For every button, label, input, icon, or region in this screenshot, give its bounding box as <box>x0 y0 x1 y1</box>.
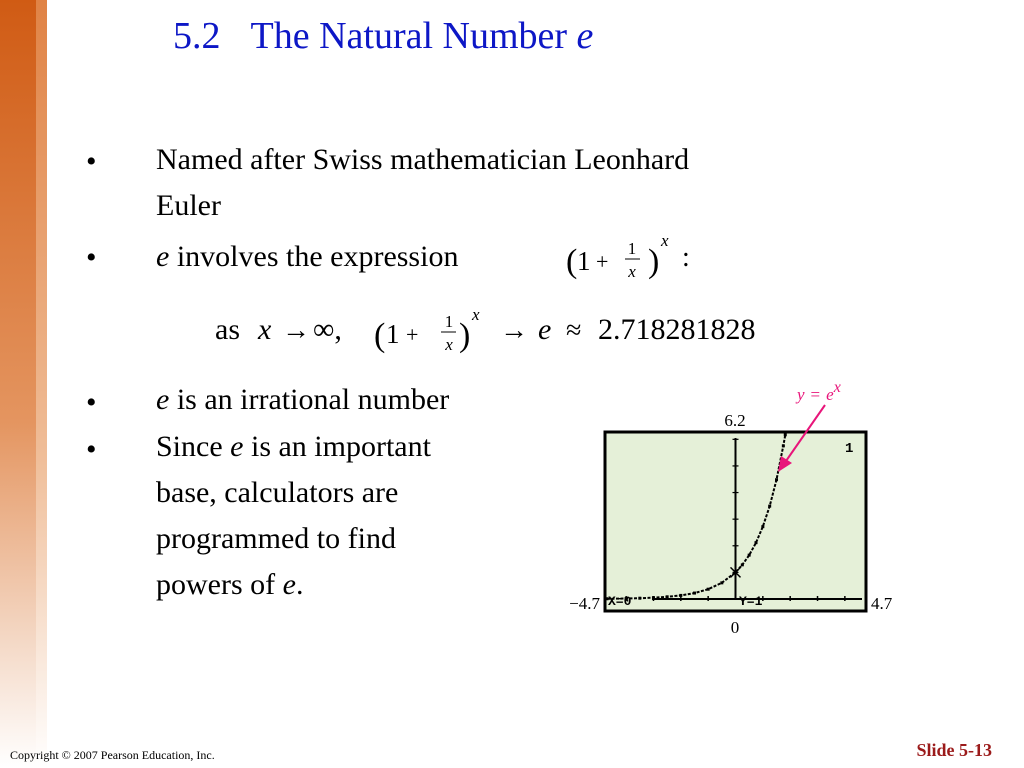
slide-number: Slide 5-13 <box>916 740 992 760</box>
limit-statement <box>215 305 756 354</box>
bullet-2-label: involves the expression <box>169 240 459 273</box>
limit-infinity: ∞, <box>313 313 342 346</box>
expr-one: 1 <box>577 246 591 276</box>
graph-index: 1 <box>845 441 854 457</box>
xmin-label: −4.7 <box>569 594 600 613</box>
right-paren: ) <box>459 317 471 354</box>
limit-variable-x: x <box>258 313 272 346</box>
expr-exponent: x <box>472 305 480 324</box>
limit-variable-e: e <box>538 313 552 346</box>
y-readout: Y=1 <box>739 594 763 609</box>
x-readout: X=0 <box>608 594 632 609</box>
limit-approx: ≈ <box>566 315 582 346</box>
expr-colon: : <box>682 242 690 273</box>
annotation-e: e <box>826 385 834 404</box>
left-paren: ( <box>374 317 386 354</box>
bullet-2-variable: e <box>156 240 170 273</box>
title-text: The Natural Number <box>250 15 577 57</box>
bullet-marker: • <box>86 386 97 419</box>
xmax-label: 4.7 <box>871 594 893 613</box>
annotation-x: x <box>833 379 841 396</box>
expr-fraction-numerator: 1 <box>627 239 637 258</box>
bullet-3-label: is an irrational number <box>169 383 450 416</box>
ymin-label: 0 <box>730 618 740 637</box>
limit-arrow: → <box>500 315 528 346</box>
expr-fraction-numerator: 1 <box>444 312 454 331</box>
limit-as: as <box>215 313 240 346</box>
text-run: powers of <box>156 568 283 601</box>
expression-bullet-2 <box>566 231 690 281</box>
bullet-marker: • <box>86 433 97 466</box>
copyright-notice: Copyright © 2007 Pearson Education, Inc. <box>10 748 215 762</box>
text-variable: e <box>282 568 296 601</box>
expr-fraction-denominator: x <box>445 335 453 354</box>
expr-fraction-denominator: x <box>628 262 636 281</box>
calculator-graph <box>569 379 893 637</box>
bullet-marker: • <box>86 145 97 178</box>
right-paren: ) <box>648 243 660 280</box>
expr-exponent: x <box>661 231 669 250</box>
expr-plus: + <box>596 249 609 274</box>
limit-arrow: → <box>282 315 310 346</box>
section-number: 5.2 <box>173 15 221 57</box>
limit-value: 2.718281828 <box>598 313 756 346</box>
function-annotation <box>795 379 841 404</box>
bullet-4-line-2: base, calculators are <box>156 476 399 509</box>
ymax-label: 6.2 <box>724 411 746 430</box>
annotation-y: y <box>797 385 805 404</box>
text-variable: e <box>230 430 244 463</box>
text-run: is an important <box>243 430 431 463</box>
bullet-marker: • <box>86 241 97 274</box>
text-run: Since <box>156 430 231 463</box>
bullet-1-line-1: Named after Swiss mathematician Leonhard <box>156 143 690 176</box>
title-variable: e <box>576 15 594 57</box>
bullet-3-variable: e <box>156 383 170 416</box>
expr-one: 1 <box>386 319 400 349</box>
annotation-equals: = <box>810 385 821 404</box>
bullet-4-line-3: programmed to find <box>156 522 396 555</box>
left-paren: ( <box>566 243 578 280</box>
expr-plus: + <box>406 322 419 347</box>
bullet-1-line-2: Euler <box>156 189 221 222</box>
text-run: . <box>295 568 304 601</box>
